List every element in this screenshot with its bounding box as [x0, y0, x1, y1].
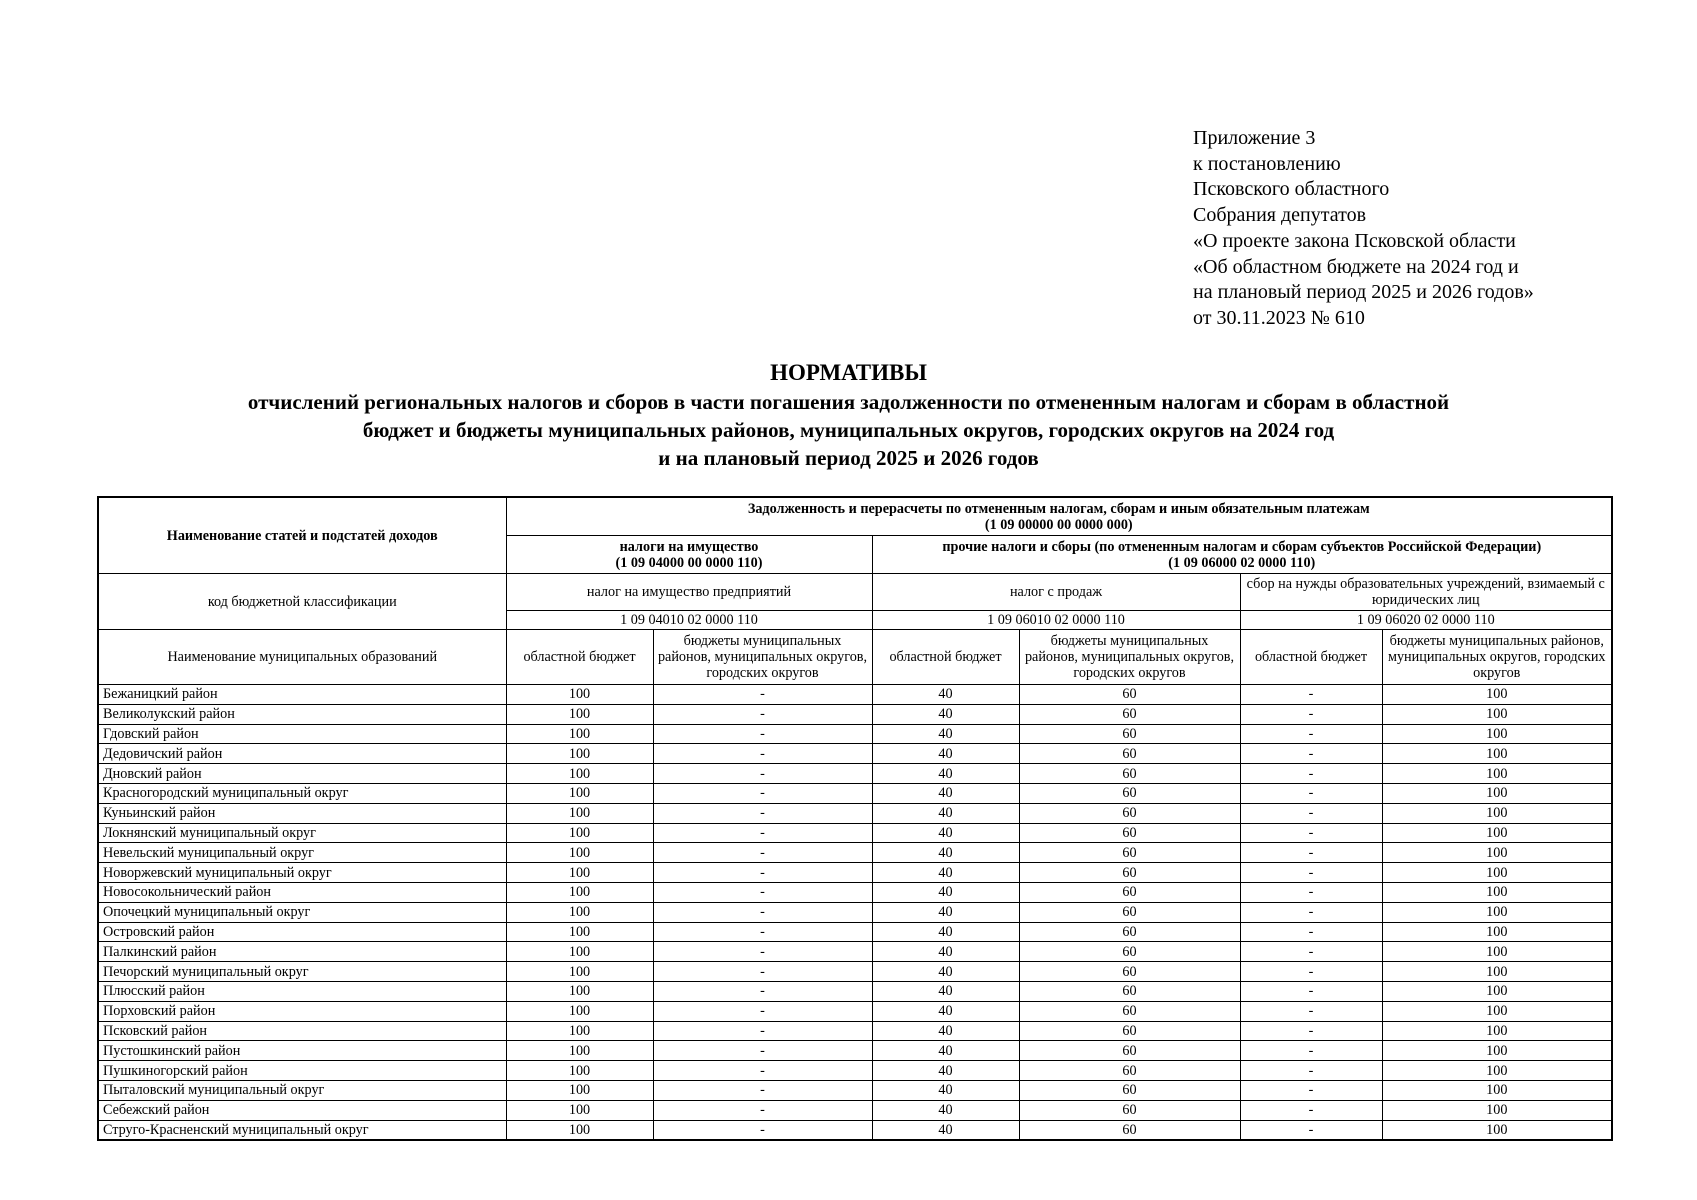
norm-value-cell: -	[1240, 1120, 1382, 1140]
norm-value-cell: 40	[872, 685, 1019, 705]
table-row	[98, 783, 1612, 803]
norm-value-cell: 100	[506, 783, 653, 803]
document-subtitle	[0, 388, 1697, 472]
appendix-line: на плановый период 2025 и 2026 годов»	[1193, 281, 1534, 304]
norm-value-cell: 100	[1382, 1061, 1612, 1081]
norm-value-cell: -	[653, 744, 872, 764]
norm-value-cell: 100	[1382, 843, 1612, 863]
norm-value-cell: 100	[506, 685, 653, 705]
appendix-line: к постановлению	[1193, 152, 1341, 175]
norm-value-cell: -	[653, 962, 872, 982]
norm-value-cell: 40	[872, 1061, 1019, 1081]
municipality-name: Островский район	[98, 922, 506, 942]
subtitle-line: бюджет и бюджеты муниципальных районов, муниципальных округов, городских округов на 2024 год	[362, 418, 1335, 442]
norm-value-cell: 100	[506, 922, 653, 942]
norm-value-cell: -	[1240, 942, 1382, 962]
header-other-cell	[872, 536, 1612, 574]
municipality-name: Новоржевский муниципальный округ	[98, 863, 506, 883]
header-group-cell	[506, 497, 1612, 536]
norm-value-cell: 100	[506, 744, 653, 764]
norm-value-cell: 100	[1382, 803, 1612, 823]
norm-value-cell: 100	[1382, 922, 1612, 942]
appendix-line: «О проекте закона Псковской области	[1193, 229, 1516, 252]
norm-value-cell: 100	[506, 803, 653, 823]
municipality-name: Куньинский район	[98, 803, 506, 823]
header-tax-education: сбор на нужды образовательных учреждений, взимаемый с юридических лиц	[1240, 574, 1612, 611]
norm-value-cell: 60	[1019, 764, 1240, 784]
municipality-name: Плюсский район	[98, 981, 506, 1001]
table-row	[98, 1041, 1612, 1061]
norm-value-cell: 60	[1019, 783, 1240, 803]
norm-value-cell: 100	[1382, 744, 1612, 764]
header-regional-budget: областной бюджет	[506, 630, 653, 685]
norm-value-cell: 100	[1382, 1120, 1612, 1140]
norm-value-cell: 100	[506, 764, 653, 784]
norm-value-cell: 100	[1382, 1041, 1612, 1061]
table-row	[98, 803, 1612, 823]
header-property-code: (1 09 04000 00 0000 110)	[615, 554, 763, 571]
header-tax-enterprise: налог на имущество предприятий	[506, 574, 872, 611]
municipality-name: Струго-Красненский муниципальный округ	[98, 1120, 506, 1140]
table-row	[98, 1021, 1612, 1041]
norm-value-cell: -	[653, 1120, 872, 1140]
norm-value-cell: -	[1240, 764, 1382, 784]
norm-value-cell: -	[1240, 1021, 1382, 1041]
norm-value-cell: 100	[1382, 882, 1612, 902]
table-row	[98, 942, 1612, 962]
table-row	[98, 1061, 1612, 1081]
norm-value-cell: 40	[872, 843, 1019, 863]
norm-value-cell: 100	[506, 1120, 653, 1140]
norm-value-cell: 60	[1019, 962, 1240, 982]
norm-value-cell: 60	[1019, 744, 1240, 764]
municipality-name: Палкинский район	[98, 942, 506, 962]
norm-value-cell: 40	[872, 764, 1019, 784]
norm-value-cell: -	[653, 783, 872, 803]
norm-value-cell: 40	[872, 942, 1019, 962]
norm-value-cell: 100	[1382, 962, 1612, 982]
appendix-line: Псковского областного	[1193, 178, 1390, 201]
norm-value-cell: -	[653, 803, 872, 823]
norm-value-cell: 100	[1382, 1001, 1612, 1021]
norm-value-cell: 40	[872, 981, 1019, 1001]
norm-value-cell: 100	[506, 823, 653, 843]
norm-value-cell: -	[1240, 863, 1382, 883]
subtitle-line: отчислений региональных налогов и сборов в части погашения задолженности по отмененным налогам и сборам в областной	[247, 390, 1450, 414]
norm-value-cell: 60	[1019, 823, 1240, 843]
norm-value-cell: -	[1240, 744, 1382, 764]
table-row	[98, 902, 1612, 922]
norm-value-cell: -	[1240, 882, 1382, 902]
norm-value-cell: 100	[1382, 783, 1612, 803]
norm-value-cell: 100	[506, 902, 653, 922]
municipality-name: Опочецкий муниципальный округ	[98, 902, 506, 922]
header-other-title: прочие налоги и сборы (по отмененным налогам и сборам субъектов Российской Федерации)	[942, 538, 1542, 555]
norm-value-cell: 100	[1382, 823, 1612, 843]
table-row	[98, 962, 1612, 982]
norm-value-cell: 40	[872, 1120, 1019, 1140]
norm-value-cell: -	[653, 981, 872, 1001]
header-regional-budget: областной бюджет	[872, 630, 1019, 685]
norm-value-cell: -	[1240, 1061, 1382, 1081]
table-row	[98, 764, 1612, 784]
municipality-name: Пустошкинский район	[98, 1041, 506, 1061]
municipality-name: Гдовский район	[98, 724, 506, 744]
header-row-taxes	[98, 574, 1612, 611]
norm-value-cell: 60	[1019, 1001, 1240, 1021]
municipality-name: Пыталовский муниципальный округ	[98, 1080, 506, 1100]
norm-value-cell: 40	[872, 1100, 1019, 1120]
norm-value-cell: 100	[1382, 1080, 1612, 1100]
norm-value-cell: -	[1240, 902, 1382, 922]
norm-value-cell: 60	[1019, 981, 1240, 1001]
norm-value-cell: -	[653, 1061, 872, 1081]
norm-value-cell: 40	[872, 922, 1019, 942]
norm-value-cell: 60	[1019, 922, 1240, 942]
municipality-name: Бежаницкий район	[98, 685, 506, 705]
appendix-line: Собрания депутатов	[1193, 204, 1367, 227]
norm-value-cell: 100	[1382, 902, 1612, 922]
norm-value-cell: -	[653, 1041, 872, 1061]
norm-value-cell: -	[1240, 724, 1382, 744]
header-regional-budget: областной бюджет	[1240, 630, 1382, 685]
norm-value-cell: 100	[1382, 764, 1612, 784]
norm-value-cell: 100	[1382, 1100, 1612, 1120]
municipality-name: Дедовичский район	[98, 744, 506, 764]
norm-value-cell: 40	[872, 882, 1019, 902]
norm-value-cell: -	[653, 1001, 872, 1021]
norm-value-cell: -	[653, 704, 872, 724]
norm-value-cell: -	[1240, 803, 1382, 823]
table-row	[98, 823, 1612, 843]
document-title: НОРМАТИВЫ	[770, 360, 927, 385]
header-code-education: 1 09 06020 02 0000 110	[1240, 611, 1612, 630]
norm-value-cell: 100	[1382, 863, 1612, 883]
norm-value-cell: 60	[1019, 843, 1240, 863]
table-row	[98, 1080, 1612, 1100]
norm-value-cell: 60	[1019, 1061, 1240, 1081]
document-title-block	[0, 358, 1697, 472]
norm-value-cell: 40	[872, 803, 1019, 823]
norm-value-cell: 60	[1019, 1021, 1240, 1041]
subtitle-line: и на плановый период 2025 и 2026 годов	[658, 446, 1039, 470]
norm-value-cell: 40	[872, 1041, 1019, 1061]
municipality-name: Невельский муниципальный округ	[98, 843, 506, 863]
norm-value-cell: 40	[872, 1021, 1019, 1041]
header-group-code: (1 09 00000 00 0000 000)	[984, 516, 1133, 533]
norm-value-cell: 60	[1019, 1041, 1240, 1061]
norm-value-cell: -	[1240, 783, 1382, 803]
norm-value-cell: -	[1240, 962, 1382, 982]
table-row	[98, 1001, 1612, 1021]
norm-value-cell: 100	[1382, 942, 1612, 962]
norm-value-cell: 60	[1019, 704, 1240, 724]
appendix-line: от 30.11.2023 № 610	[1193, 306, 1365, 329]
header-other-code: (1 09 06000 02 0000 110)	[1168, 554, 1316, 571]
table-row	[98, 685, 1612, 705]
norm-value-cell: 100	[1382, 724, 1612, 744]
norm-value-cell: -	[653, 902, 872, 922]
norm-value-cell: -	[653, 1021, 872, 1041]
norm-value-cell: 40	[872, 962, 1019, 982]
municipality-name: Красногородский муниципальный округ	[98, 783, 506, 803]
table-row	[98, 744, 1612, 764]
norm-value-cell: 60	[1019, 942, 1240, 962]
norm-value-cell: 40	[872, 744, 1019, 764]
municipality-name: Великолукский район	[98, 704, 506, 724]
table-row	[98, 863, 1612, 883]
municipality-name: Печорский муниципальный округ	[98, 962, 506, 982]
header-property-cell	[506, 536, 872, 574]
table-row	[98, 843, 1612, 863]
appendix-line: Приложение 3	[1193, 127, 1316, 149]
table-row	[98, 981, 1612, 1001]
header-row-budgets	[98, 630, 1612, 685]
header-code-label: код бюджетной классификации	[98, 574, 506, 630]
norm-value-cell: 60	[1019, 1100, 1240, 1120]
municipality-name: Себежский район	[98, 1100, 506, 1120]
header-property-title: налоги на имущество	[619, 538, 759, 555]
norm-value-cell: 100	[506, 1021, 653, 1041]
municipality-name: Новосокольнический район	[98, 882, 506, 902]
header-row-group	[98, 497, 1612, 536]
municipality-name: Порховский район	[98, 1001, 506, 1021]
norm-value-cell: -	[653, 685, 872, 705]
norm-value-cell: 100	[506, 942, 653, 962]
norm-value-cell: 100	[506, 1001, 653, 1021]
municipality-name: Дновский район	[98, 764, 506, 784]
norm-value-cell: -	[1240, 843, 1382, 863]
header-municipal-budgets: бюджеты муниципальных районов, муниципальных округов, городских округов	[1382, 630, 1612, 685]
norm-value-cell: 100	[506, 981, 653, 1001]
norm-value-cell: -	[1240, 1080, 1382, 1100]
norm-value-cell: -	[653, 1100, 872, 1120]
norm-value-cell: -	[653, 724, 872, 744]
header-municipal-budgets: бюджеты муниципальных районов, муниципальных округов, городских округов	[1019, 630, 1240, 685]
norm-value-cell: 40	[872, 724, 1019, 744]
table-row	[98, 704, 1612, 724]
norm-value-cell: -	[1240, 922, 1382, 942]
municipality-name: Пушкиногорский район	[98, 1061, 506, 1081]
norm-value-cell: 100	[506, 1061, 653, 1081]
norm-value-cell: 40	[872, 823, 1019, 843]
appendix-block	[1193, 126, 1534, 332]
norm-value-cell: 100	[506, 1080, 653, 1100]
table-row	[98, 922, 1612, 942]
norm-value-cell: -	[653, 764, 872, 784]
norm-value-cell: -	[1240, 1001, 1382, 1021]
norm-value-cell: 40	[872, 863, 1019, 883]
norm-value-cell: 60	[1019, 882, 1240, 902]
norm-value-cell: 60	[1019, 1120, 1240, 1140]
header-tax-sales: налог с продаж	[872, 574, 1240, 611]
norm-value-cell: 100	[1382, 1021, 1612, 1041]
norm-value-cell: 100	[506, 843, 653, 863]
appendix-line: «Об областном бюджете на 2024 год и	[1193, 255, 1519, 278]
norm-value-cell: 40	[872, 704, 1019, 724]
norm-value-cell: 100	[1382, 685, 1612, 705]
header-articles-label: Наименование статей и подстатей доходов	[98, 497, 506, 574]
norm-value-cell: 40	[872, 783, 1019, 803]
norm-value-cell: 100	[506, 1100, 653, 1120]
norm-value-cell: 60	[1019, 685, 1240, 705]
norm-value-cell: -	[1240, 981, 1382, 1001]
norm-value-cell: -	[1240, 1041, 1382, 1061]
norm-value-cell: -	[1240, 685, 1382, 705]
norm-value-cell: 60	[1019, 902, 1240, 922]
norm-value-cell: 60	[1019, 724, 1240, 744]
table-row	[98, 882, 1612, 902]
header-group-title: Задолженность и перерасчеты по отмененным налогам, сборам и иным обязательным платежам	[747, 500, 1370, 517]
municipality-name: Псковский район	[98, 1021, 506, 1041]
norm-value-cell: 40	[872, 1001, 1019, 1021]
norm-value-cell: 40	[872, 1080, 1019, 1100]
norm-value-cell: -	[653, 1080, 872, 1100]
norm-value-cell: 100	[1382, 981, 1612, 1001]
norm-value-cell: 100	[506, 882, 653, 902]
norm-value-cell: 100	[506, 1041, 653, 1061]
norm-value-cell: -	[653, 882, 872, 902]
norm-value-cell: -	[653, 843, 872, 863]
norm-value-cell: -	[653, 922, 872, 942]
norm-value-cell: 100	[506, 962, 653, 982]
norm-value-cell: 40	[872, 902, 1019, 922]
table-row	[98, 1120, 1612, 1140]
header-code-enterprise: 1 09 04010 02 0000 110	[506, 611, 872, 630]
norm-value-cell: 100	[506, 704, 653, 724]
norm-value-cell: -	[653, 942, 872, 962]
norm-value-cell: 100	[506, 724, 653, 744]
norm-value-cell: 100	[1382, 704, 1612, 724]
norm-value-cell: 100	[506, 863, 653, 883]
norms-table	[97, 496, 1613, 1141]
header-municipal-budgets: бюджеты муниципальных районов, муниципальных округов, городских округов	[653, 630, 872, 685]
norm-value-cell: -	[653, 863, 872, 883]
norm-value-cell: -	[653, 823, 872, 843]
norm-value-cell: 60	[1019, 1080, 1240, 1100]
norm-value-cell: 60	[1019, 803, 1240, 823]
header-municipal-label: Наименование муниципальных образований	[98, 630, 506, 685]
header-code-sales: 1 09 06010 02 0000 110	[872, 611, 1240, 630]
table-row	[98, 1100, 1612, 1120]
norm-value-cell: -	[1240, 704, 1382, 724]
norm-value-cell: -	[1240, 1100, 1382, 1120]
municipality-name: Локнянский муниципальный округ	[98, 823, 506, 843]
norm-value-cell: 60	[1019, 863, 1240, 883]
norm-value-cell: -	[1240, 823, 1382, 843]
table-row	[98, 724, 1612, 744]
